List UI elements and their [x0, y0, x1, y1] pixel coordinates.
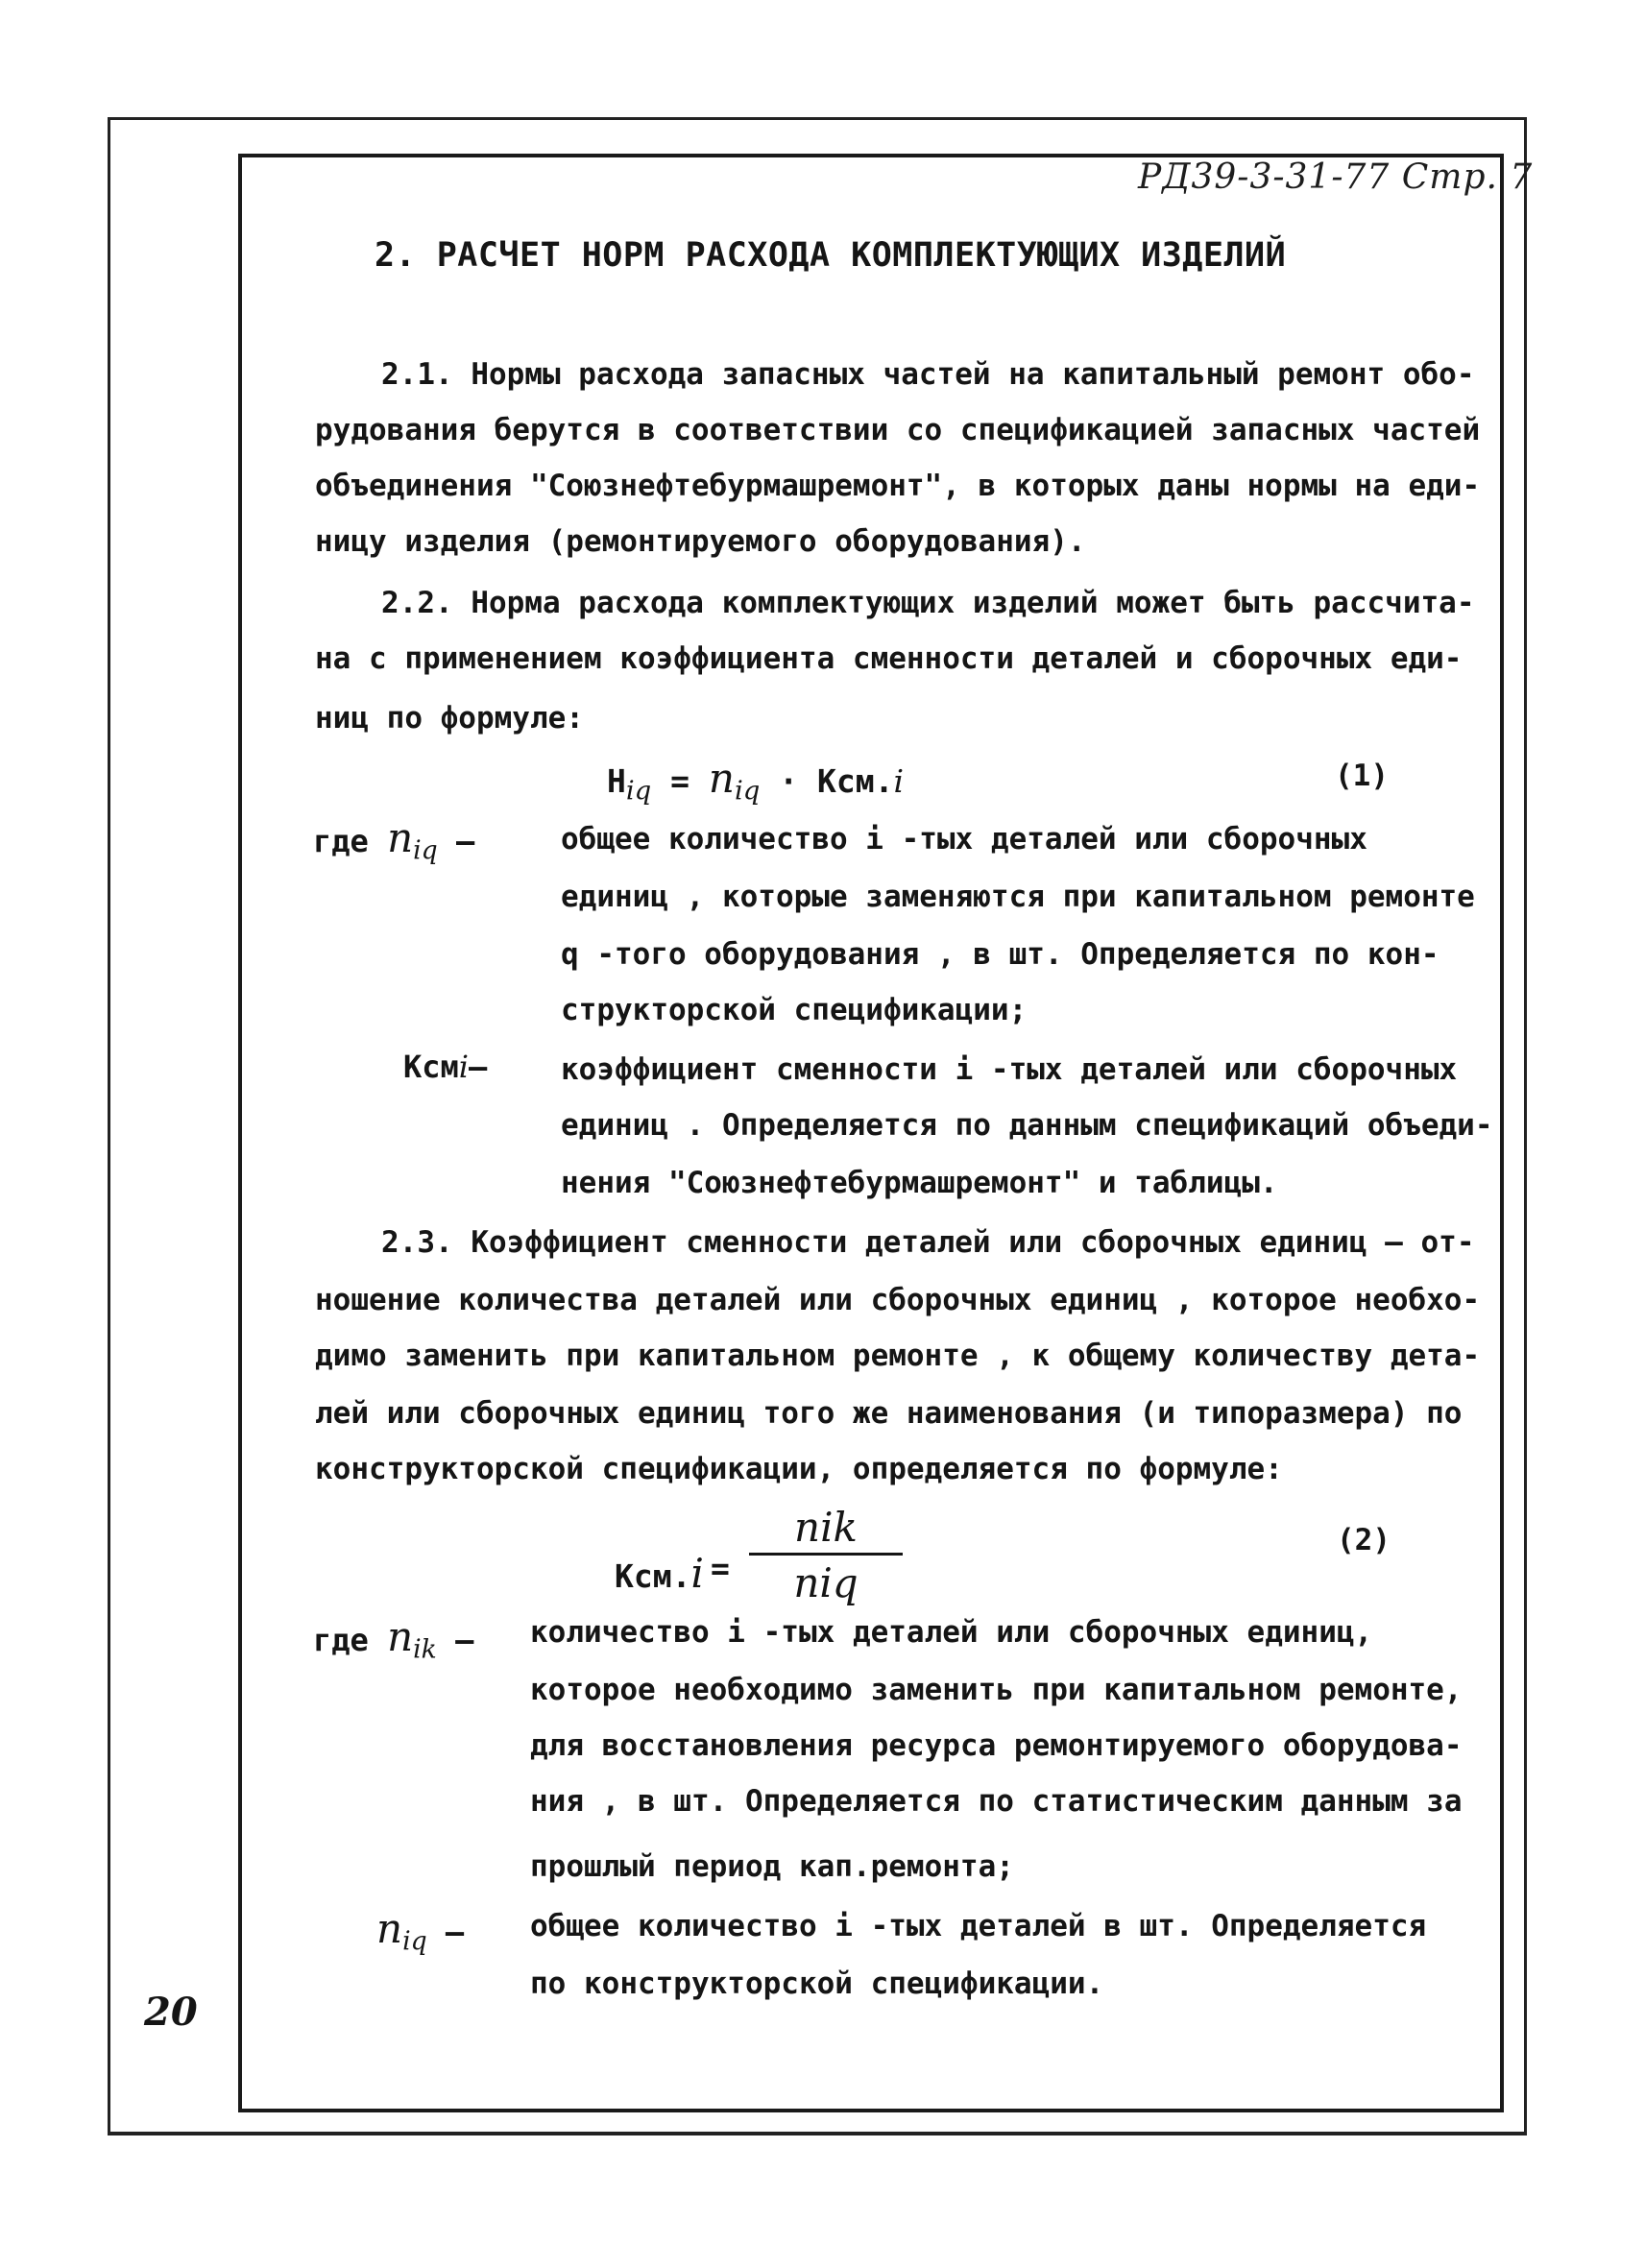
formula-2-denominator: niq — [793, 1559, 859, 1606]
def3-symbol: n — [387, 1613, 414, 1660]
p21-line-4: ницу изделия (ремонтируемого оборудования). — [315, 524, 1086, 559]
def4-line-1: общее количество i -тых деталей в шт. Определяется — [530, 1909, 1427, 1943]
def3-where: где — [313, 1622, 369, 1658]
def3-label — [313, 1613, 473, 1664]
formula-1 — [607, 755, 904, 807]
section-heading: 2. РАСЧЕТ НОРМ РАСХОДА КОМПЛЕКТУЮЩИХ ИЗДЕЛИЙ — [375, 236, 1287, 275]
def4-label — [376, 1905, 464, 1956]
formula-1-lhs: Н — [607, 762, 626, 800]
p23-line-3: димо заменить при капитальном ремонте , к общему количеству дета- — [315, 1339, 1481, 1373]
def2-line-2: единиц . Определяется по данным спецификаций объеди- — [561, 1108, 1493, 1143]
def2-symbol-i: i — [458, 1049, 470, 1085]
p22-line-2: на с применением коэффициента сменности деталей и сборочных еди- — [315, 641, 1463, 676]
formula-2-numerator: nik — [794, 1504, 858, 1551]
formula-2-k: Ксм. — [615, 1557, 691, 1595]
formula-1-k-i: i — [893, 762, 905, 800]
def1-symbol: n — [387, 814, 414, 861]
p22-line-1: 2.2. Норма расхода комплектующих изделий может быть рассчита- — [381, 586, 1475, 620]
formula-2-lhs — [615, 1550, 704, 1597]
def3-line-1: количество i -тых деталей или сборочных единиц, — [530, 1615, 1373, 1650]
p23-line-1: 2.3. Коэффициент сменности деталей или сборочных единиц – от- — [381, 1225, 1475, 1260]
p21-line-1: 2.1. Нормы расхода запасных частей на капитальный ремонт обо- — [381, 357, 1475, 392]
def3-line-3: для восстановления ресурса ремонтируемого оборудова- — [530, 1728, 1463, 1763]
def1-dash: – — [455, 823, 475, 859]
def3-line-5: прошлый период кап.ремонта; — [530, 1849, 1014, 1884]
def1-line-2: единиц , которые заменяются при капитальном ремонте — [561, 880, 1475, 914]
formula-1-lhs-sub: iq — [625, 775, 652, 807]
p23-line-2: ношение количества деталей или сборочных единиц , которое необхо- — [315, 1283, 1481, 1317]
def4-dash: – — [445, 1914, 465, 1950]
def3-line-4: ния , в шт. Определяется по статистическим данным за — [530, 1784, 1463, 1819]
page-number: 20 — [144, 1990, 198, 2035]
formula-2-eq: = — [711, 1550, 730, 1587]
def1-where: где — [313, 823, 369, 859]
def3-line-2: которое необходимо заменить при капитальном ремонте, — [530, 1673, 1463, 1707]
def3-dash: – — [455, 1622, 474, 1658]
formula-1-dot: · — [760, 762, 817, 800]
def1-symbol-sub: iq — [413, 835, 438, 866]
def4-line-2: по конструкторской спецификации. — [530, 1966, 1104, 2001]
def1-line-1: общее количество i -тых деталей или сборочных — [561, 822, 1367, 857]
formula-1-n-sub: iq — [734, 775, 761, 807]
def2-symbol: Ксм — [403, 1049, 459, 1085]
p23-line-4: лей или сборочных единиц того же наименования (и типоразмера) по — [315, 1396, 1463, 1431]
equation-number-1: (1) — [1335, 759, 1389, 793]
def4-symbol-sub: iq — [402, 1926, 427, 1957]
formula-1-n: n — [708, 755, 735, 802]
def2-line-3: нения "Союзнефтебурмашремонт" и таблицы. — [561, 1166, 1278, 1200]
p21-line-3: объединения "Союзнефтебурмашремонт", в которых даны нормы на еди- — [315, 469, 1481, 503]
p21-line-2: рудования берутся в соответствии со спецификацией запасных частей — [315, 413, 1481, 447]
document-reference: РД39-3-31-77 Стр. 7 — [1138, 157, 1534, 197]
formula-1-k: Ксм. — [816, 762, 894, 800]
formula-1-eq: = — [651, 762, 709, 800]
def2-line-1: коэффициент сменности i -тых деталей или сборочных — [561, 1052, 1458, 1087]
equation-number-2: (2) — [1337, 1523, 1391, 1557]
def1-line-3: q -того оборудования , в шт. Определяется по кон- — [561, 937, 1439, 972]
def4-symbol: n — [376, 1905, 403, 1952]
def3-symbol-sub: ik — [413, 1634, 437, 1665]
p23-line-5: конструкторской спецификации, определяется по формуле: — [315, 1452, 1283, 1486]
def2-dash: – — [469, 1049, 488, 1085]
def1-line-4: структорской спецификации; — [561, 993, 1028, 1027]
def1-label — [313, 814, 474, 865]
formula-2-k-i: i — [690, 1550, 704, 1597]
p22-line-3: ниц по формуле: — [315, 701, 584, 736]
formula-2-fraction — [749, 1504, 903, 1606]
def2-label — [403, 1049, 487, 1085]
fraction-bar — [749, 1553, 903, 1556]
